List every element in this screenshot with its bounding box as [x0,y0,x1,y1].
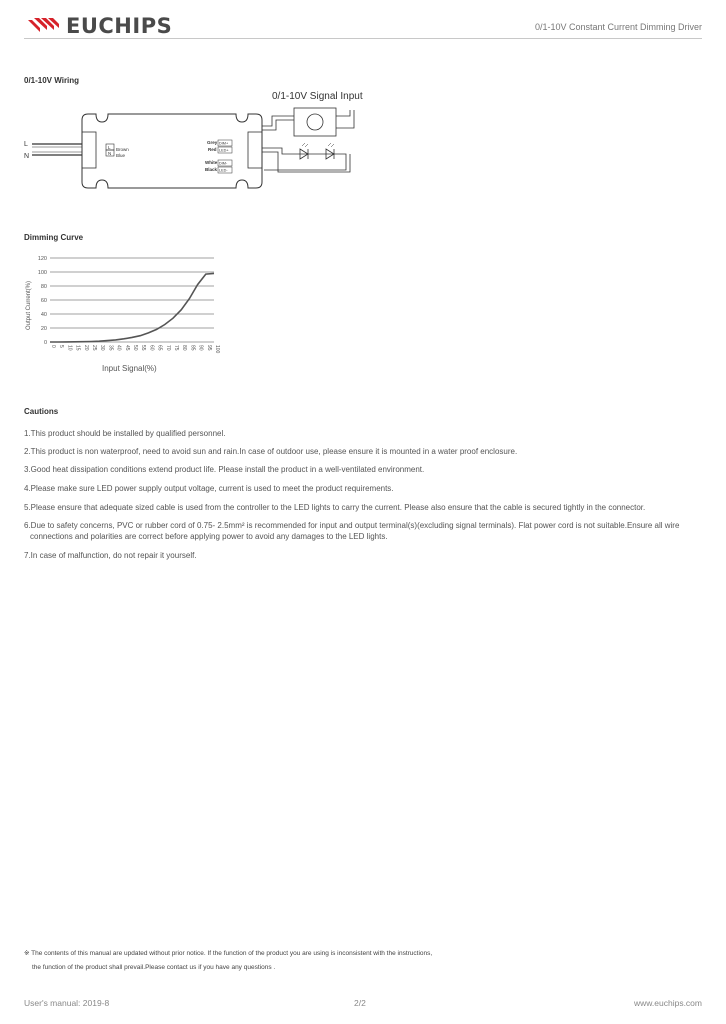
cautions-title: Cautions [24,407,59,416]
chart-y-tick-label: 100 [37,270,47,276]
footer-manual-date: User's manual: 2019-8 [24,998,110,1008]
chart-x-tick-label: 55 [140,345,147,351]
caution-item-5: 5.Please ensure that adequate sized cable is used from the controller to the LED lights to carry the current. Please also ensure that the cable is secured tightly in the connector. [24,503,646,512]
footnote-line-1: ※ The contents of this manual are updated without prior notice. If the function of the product you are using is inconsistent with the instructions, [24,950,433,957]
dimming-curve-chart [20,250,220,375]
signal-input-box [294,108,336,136]
dimmer-knob-icon [307,114,323,130]
svg-text:LED+: LED+ [219,148,229,153]
document-title: 0/1-10V Constant Current Dimming Driver [534,22,702,32]
red-wire-label: Red [208,147,217,152]
footer-website[interactable]: www.euchips.com [633,998,702,1008]
chart-x-tick-label: 65 [156,345,163,351]
chart-x-tick-label: 0 [50,345,56,348]
brand-logo [26,14,172,38]
svg-text:DIM-: DIM- [219,161,228,166]
signal-input-label: 0/1-10V Signal Input [272,91,363,102]
chart-x-tick-label: 90 [197,345,204,351]
chart-x-tick-label: 20 [82,345,89,351]
chart-x-tick-label: 40 [115,345,122,351]
chart-x-tick-label: 100 [214,345,220,354]
wiring-section-title: 0/1-10V Wiring [24,76,80,85]
chart-x-tick-label: 45 [123,345,130,351]
chart-x-tick-label: 80 [181,345,188,351]
input-n-label: N [24,153,30,160]
dimming-curve-title: Dimming Curve [24,233,84,242]
chart-x-tick-label: 15 [74,345,81,351]
input-l-label: L [24,141,28,148]
chart-x-tick-label: 25 [91,345,97,351]
svg-text:DIM+: DIM+ [219,141,229,146]
chart-x-tick-label: 70 [164,345,171,351]
chart-x-tick-label: 50 [132,345,138,351]
chart-series-line [50,273,214,342]
white-wire-label: White [205,160,218,165]
caution-item-7: 7.In case of malfunction, do not repair it yourself. [24,551,197,560]
brown-wire-label: Brown [116,147,129,152]
chart-y-tick-label: 40 [40,312,47,318]
chart-x-tick-label: 85 [189,345,196,351]
caution-item-3: 3.Good heat dissipation conditions extend product life. Please install the product in a well-ventilated environment. [24,465,425,474]
caution-item-4: 4.Please make sure LED power supply output voltage, current is used to meet the product requirements. [24,484,394,493]
input-terminal [106,144,129,158]
chart-x-tick-label: 95 [205,345,212,351]
euchips-logo-icon [26,16,60,36]
caution-item-6: 6.Due to safety concerns, PVC or rubber cord of 0.75- 2.5mm² is recommended for input and output terminal(s)(excluding signal terminals). Flat power cord is not suitable.Ensure all wire [24,521,680,530]
blue-wire-label: Blue [116,153,126,158]
footnote-line-2: the function of the product shall prevail.Please contact us if you have any questions . [32,964,276,971]
chart-y-tick-label: 0 [43,340,47,346]
svg-text:N: N [108,151,112,156]
chart-y-tick-label: 60 [40,298,47,304]
led-icon [300,143,308,159]
caution-item-2: 2.This product is non waterproof, need to avoid sun and rain.In case of outdoor use, please ensure it is mounted in a water proof enclosure. [24,447,518,456]
wiring-diagram [20,86,365,196]
chart-x-tick-label: 60 [148,345,155,351]
chart-y-axis-label: Output Current(%) [26,280,32,330]
output-labels [205,140,232,173]
chart-x-tick-label: 75 [173,345,179,351]
chart-x-tick-label: 5 [58,345,65,348]
brand-name: EUCHIPS [66,14,173,38]
chart-y-tick-label: 20 [40,326,47,332]
caution-item-6-continued: connections and polarities are correct before applying power to avoid any damages to the LED lights. [30,532,388,541]
chart-x-tick-label: 30 [99,345,106,351]
svg-text:L: L [108,145,111,150]
chart-x-tick-label: 10 [66,345,73,351]
grey-wire-label: Grey [207,140,218,145]
chart-y-tick-label: 120 [37,256,47,262]
header-divider [24,38,702,39]
svg-text:LED-: LED- [219,168,228,173]
chart-x-axis-label: Input Signal(%) [102,364,157,373]
black-wire-label: Black [205,167,218,172]
footer-page-number: 2/2 [354,998,366,1008]
chart-x-tick-label: 35 [107,345,114,351]
chart-y-tick-label: 80 [40,284,47,290]
led-icon [326,143,334,159]
caution-item-1: 1.This product should be installed by qualified personnel. [24,429,226,438]
